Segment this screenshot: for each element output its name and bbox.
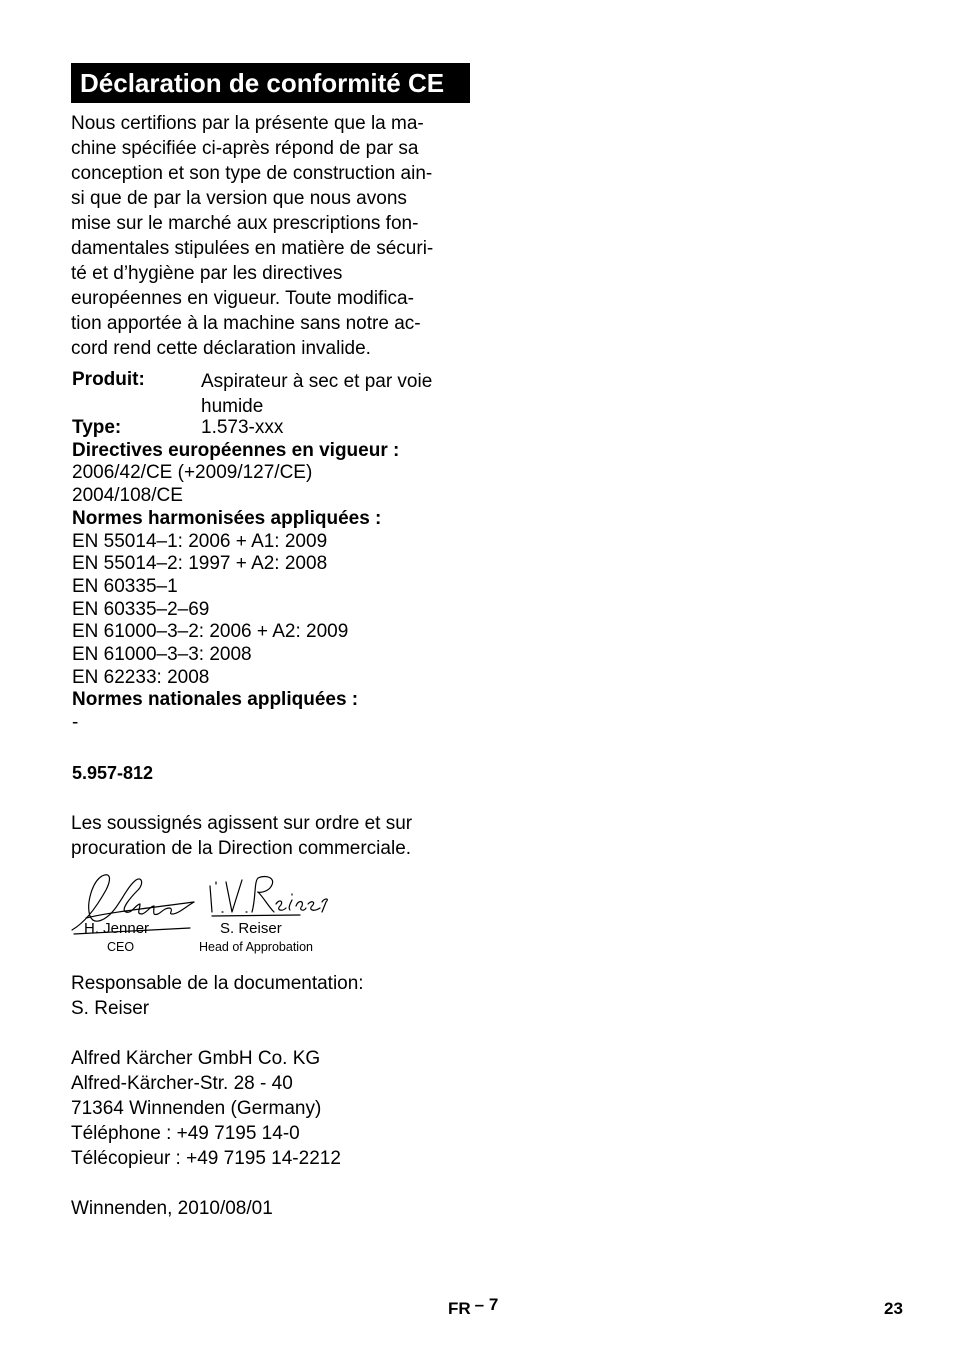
signatories-paragraph — [71, 811, 491, 861]
standard-item: EN 61000–3–2: 2006 + A2: 2009 — [72, 621, 349, 643]
signatory-name: S. Reiser — [220, 920, 282, 937]
documentation-label: Responsable de la documentation: — [71, 973, 364, 994]
address-line: Téléphone : +49 7195 14-0 — [71, 1123, 300, 1144]
intro-line: cord rend cette déclaration invalide. — [71, 338, 371, 359]
signature-area — [70, 868, 340, 960]
page-title: Déclaration de conformité CE — [71, 63, 470, 103]
signatories-line: procuration de la Direction commerciale. — [71, 838, 412, 859]
harmonised-standards-heading: Normes harmonisées appliquées : — [72, 507, 382, 529]
signatories-line: Les soussignés agissent sur ordre et sur — [71, 813, 413, 834]
footer-section-number: – 7 — [474, 1295, 499, 1314]
intro-line: té et d’hygiène par les directives — [71, 263, 343, 284]
national-standards-value: - — [72, 712, 79, 734]
footer-lang-code: FR — [448, 1299, 471, 1318]
company-address — [71, 1046, 491, 1171]
directive-item: 2006/42/CE (+2009/127/CE) — [72, 462, 313, 484]
page-number: 23 — [884, 1299, 903, 1318]
product-value — [201, 369, 461, 419]
standard-item: EN 61000–3–3: 2008 — [72, 644, 252, 666]
product-value-line: humide — [201, 396, 264, 417]
product-label: Produit: — [72, 369, 145, 390]
reference-number: 5.957-812 — [72, 763, 154, 783]
footer-language — [448, 1295, 499, 1320]
directives-heading: Directives européennes en vigueur : — [72, 439, 400, 461]
national-standards-heading: Normes nationales appliquées : — [72, 689, 359, 711]
signatory-name: H. Jenner — [84, 920, 150, 937]
place-date-text: Winnenden, 2010/08/01 — [71, 1198, 273, 1219]
specification-block — [72, 369, 472, 735]
signatory-role: Head of Approbation — [199, 940, 313, 954]
address-line: 71364 Winnenden (Germany) — [71, 1098, 322, 1119]
intro-line: Nous certifions par la présente que la ma- — [71, 113, 424, 134]
intro-line: mise sur le marché aux prescriptions fon- — [71, 213, 419, 234]
documentation-person: S. Reiser — [71, 998, 150, 1019]
signature-reiser-stroke — [210, 876, 327, 912]
intro-line: damentales stipulées en matière de sécuri- — [71, 238, 434, 259]
standard-item: EN 55014–1: 2006 + A1: 2009 — [72, 530, 328, 552]
address-line: Alfred Kärcher GmbH Co. KG — [71, 1048, 321, 1069]
address-line: Télécopieur : +49 7195 14-2212 — [71, 1148, 341, 1169]
type-row — [72, 417, 472, 440]
standard-item: EN 60335–1 — [72, 575, 178, 597]
product-row — [72, 369, 472, 419]
directive-item: 2004/108/CE — [72, 485, 183, 507]
type-value: 1.573-xxx — [201, 417, 284, 438]
intro-line: chine spécifiée ci-après répond de par sa — [71, 138, 419, 159]
intro-line: européennes en vigueur. Toute modifica- — [71, 288, 414, 309]
standard-item: EN 55014–2: 1997 + A2: 2008 — [72, 553, 328, 575]
standard-item: EN 62233: 2008 — [72, 666, 210, 688]
address-line: Alfred-Kärcher-Str. 28 - 40 — [71, 1073, 293, 1094]
intro-line: tion apportée à la machine sans notre ac- — [71, 313, 421, 334]
standard-item: EN 60335–2–69 — [72, 598, 210, 620]
signatory-role: CEO — [107, 940, 135, 954]
signature-reiser-underline — [212, 915, 300, 916]
product-value-line: Aspirateur à sec et par voie — [201, 371, 433, 392]
intro-line: conception et son type de construction ain- — [71, 163, 433, 184]
documentation-responsible — [71, 971, 491, 1021]
type-label: Type: — [72, 417, 122, 438]
place-date — [71, 1196, 491, 1221]
intro-paragraph — [71, 111, 471, 361]
intro-line: si que de par la version que nous avons — [71, 188, 407, 209]
